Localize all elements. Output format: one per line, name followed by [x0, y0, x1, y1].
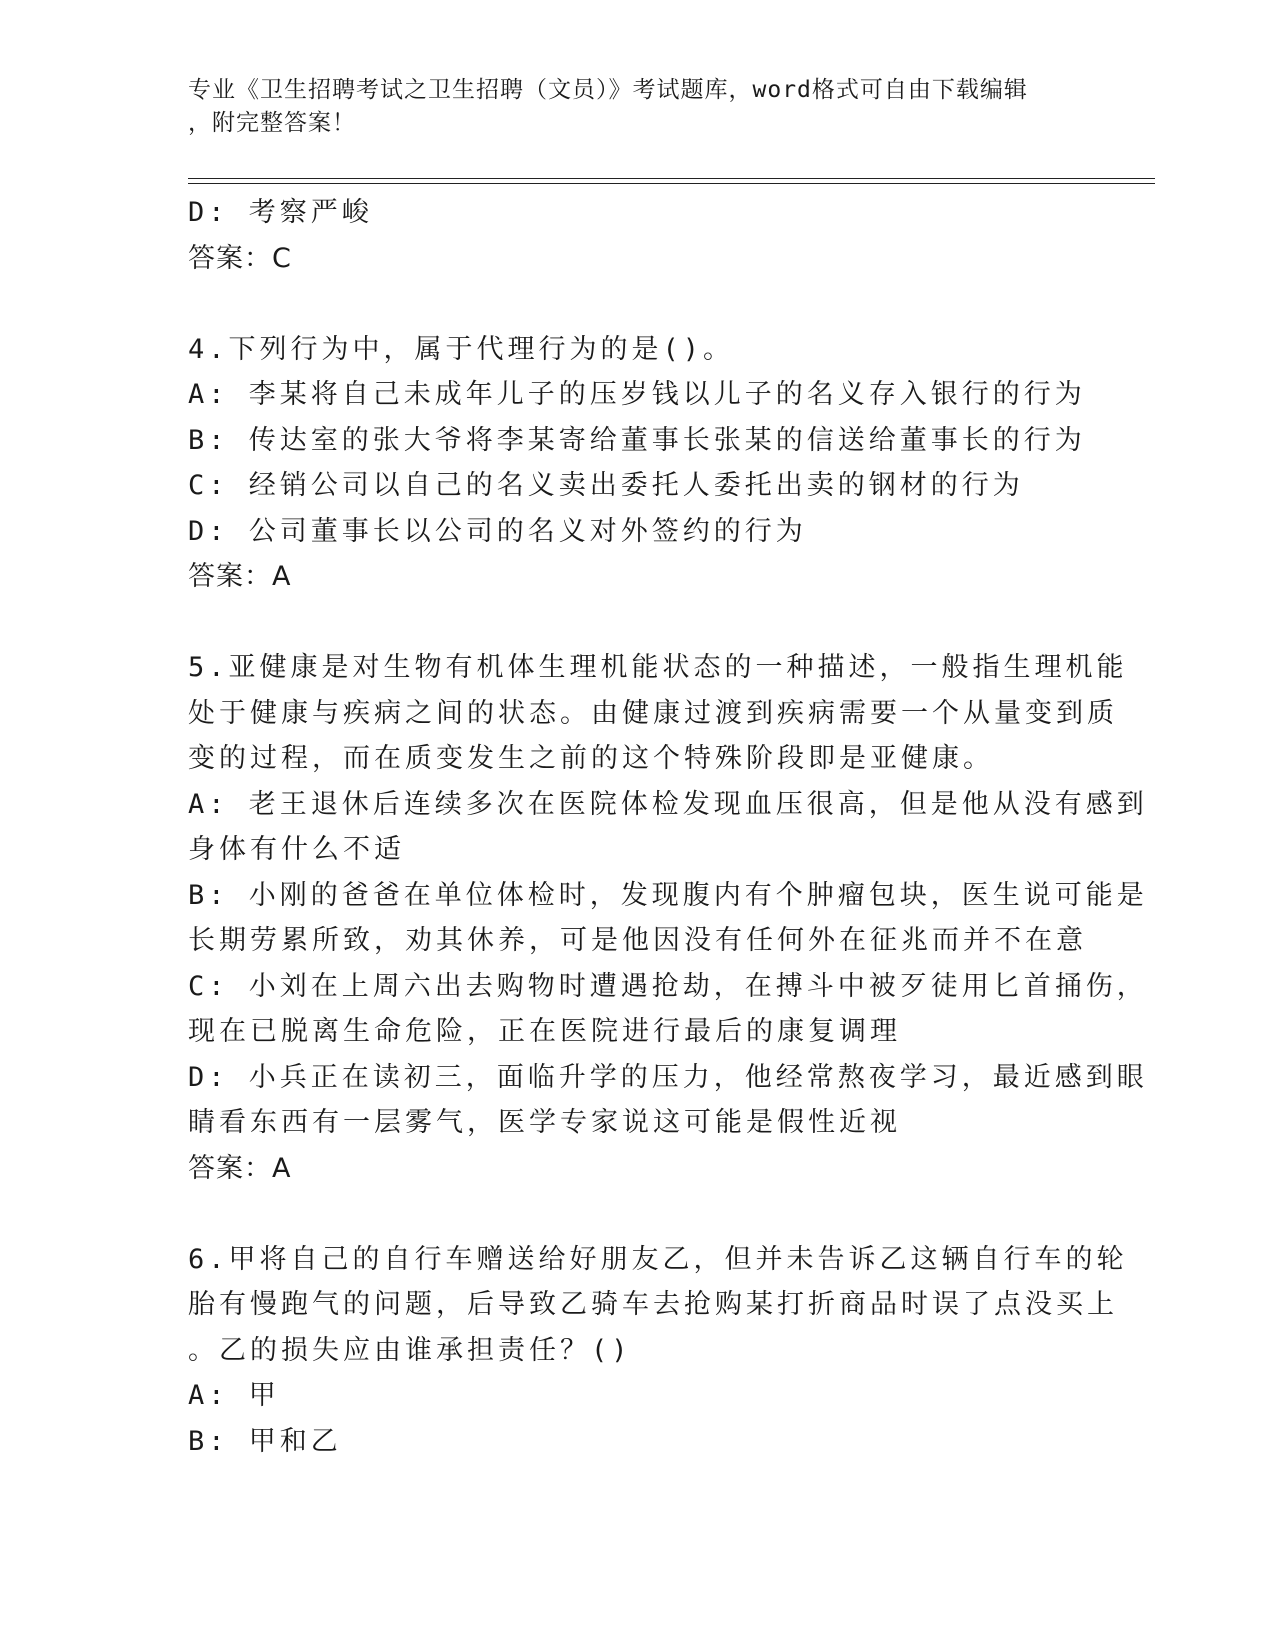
q6-stem-line: 6.甲将自己的自行车赠送给好朋友乙，但并未告诉乙这辆自行车的轮	[188, 1243, 1128, 1275]
q4-option-d: D: 公司董事长以公司的名义对外签约的行为	[188, 515, 807, 547]
spacer	[188, 600, 1088, 646]
q5-option-a-cont: 身体有什么不适	[188, 834, 405, 865]
q3-answer: 答案：C	[188, 242, 292, 274]
q4-option-a: A: 李某将自己未成年儿子的压岁钱以儿子的名义存入银行的行为	[188, 379, 1086, 410]
q4-stem: 4.下列行为中，属于代理行为的是()。	[188, 333, 735, 365]
question-5	[188, 645, 1148, 1191]
q4-answer: 答案：A	[188, 561, 292, 592]
q5-option-d-cont: 睛看东西有一层雾气，医学专家说这可能是假性近视	[188, 1107, 901, 1138]
q5-stem-line: 处于健康与疾病之间的状态。由健康过渡到疾病需要一个从量变到质	[188, 697, 1118, 729]
q5-stem-line: 5.亚健康是对生物有机体生理机能状态的一种描述，一般指生理机能	[188, 652, 1128, 683]
q6-option-a: A: 甲	[188, 1380, 280, 1411]
spacer	[188, 281, 1088, 327]
question-content	[188, 190, 1148, 1464]
q5-option-a: A: 老王退休后连续多次在医院体检发现血压很高，但是他从没有感到	[188, 788, 1148, 820]
header-rule-bottom	[188, 183, 1155, 184]
q6-stem-line: 。乙的损失应由谁承担责任？()	[188, 1334, 632, 1366]
q5-option-b-cont: 长期劳累所致，劝其休养，可是他因没有任何外在征兆而并不在意	[188, 925, 1087, 956]
q5-answer: 答案：A	[188, 1152, 292, 1184]
header-line-2: ，附完整答案！	[188, 110, 356, 136]
q3-option-d: D: 考察严峻	[188, 197, 373, 228]
header-line-1: 专业《卫生招聘考试之卫生招聘（文员）》考试题库，word格式可自由下载编辑	[188, 77, 1028, 103]
q5-option-b: B: 小刚的爸爸在单位体检时，发现腹内有个肿瘤包块，医生说可能是	[188, 879, 1148, 911]
q5-option-c-cont: 现在已脱离生命危险，正在医院进行最后的康复调理	[188, 1016, 901, 1047]
header-rule-top	[188, 178, 1155, 179]
q5-option-d: D: 小兵正在读初三，面临升学的压力，他经常熬夜学习，最近感到眼	[188, 1061, 1148, 1093]
q4-option-b: B: 传达室的张大爷将李某寄给董事长张某的信送给董事长的行为	[188, 424, 1086, 456]
question-3-tail	[188, 190, 1088, 281]
q4-option-c: C: 经销公司以自己的名义卖出委托人委托出卖的钢材的行为	[188, 470, 1024, 501]
q6-stem-line: 胎有慢跑气的问题，后导致乙骑车去抢购某打折商品时误了点没买上	[188, 1289, 1118, 1320]
page-header	[188, 74, 1088, 140]
q5-stem-line: 变的过程，而在质变发生之前的这个特殊阶段即是亚健康。	[188, 743, 994, 774]
q5-option-c: C: 小刘在上周六出去购物时遭遇抢劫，在搏斗中被歹徒用匕首捅伤，	[188, 970, 1148, 1002]
question-6	[188, 1237, 1128, 1465]
question-4	[188, 327, 1088, 600]
q6-option-b: B: 甲和乙	[188, 1425, 342, 1457]
spacer	[188, 1191, 1088, 1237]
